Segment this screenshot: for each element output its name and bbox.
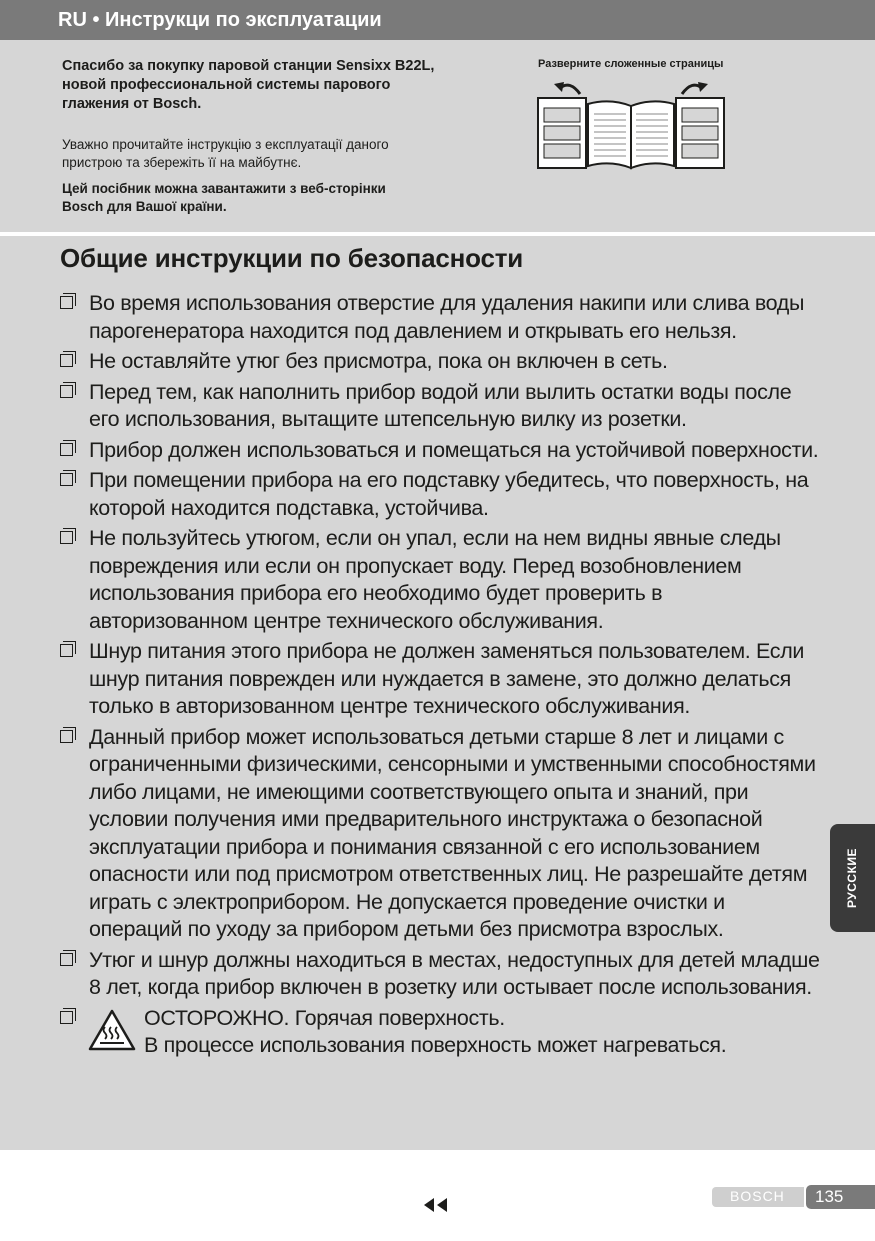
checkbox-icon: [60, 953, 73, 966]
safety-item-text: Шнур питания этого прибора не должен заменяться пользователем. Если шнур питания поврежден или нуждается в замене, это должно делаться только в авторизованном центре технического обслуживания.: [89, 639, 805, 718]
checkbox-icon: [60, 730, 73, 743]
checkbox-icon: [60, 473, 73, 486]
checkbox-icon: [60, 385, 73, 398]
warning-title: ОСТОРОЖНО. Горячая поверхность.: [144, 1005, 505, 1030]
safety-item-text: Не оставляйте утюг без присмотра, пока он включен в сеть.: [89, 349, 668, 373]
intro-download-note: Цей посібник можна завантажити з веб-сторінки Bosch для Вашої країни.: [62, 181, 386, 214]
intro-thanks: Спасибо за покупку паровой станции Sensixx B22L, новой профессиональной системы парового глажения от Bosch.: [62, 58, 435, 112]
safety-item-text: Прибор должен использоваться и помещаться на устойчивой поверхности.: [89, 437, 819, 462]
checkbox-icon: [60, 296, 73, 309]
checkbox-icon: [60, 531, 73, 544]
safety-item: [60, 947, 820, 1002]
safety-item-text: Утюг и шнур должны находиться в местах, недоступных для детей младше 8 лет, когда прибор включен в розетку или остывает после использования.: [89, 947, 820, 999]
safety-item: [60, 290, 820, 345]
safety-item: [60, 437, 820, 465]
safety-item: [60, 525, 820, 635]
safety-list: [60, 290, 820, 1060]
unfold-pages-icon: [530, 74, 730, 174]
fold-hint-label: Разверните сложенные страницы: [538, 58, 724, 70]
checkbox-icon: [60, 1011, 73, 1024]
hot-surface-warning-icon: [88, 1009, 136, 1051]
checkbox-icon: [60, 644, 73, 657]
hot-surface-warning: [60, 1005, 820, 1060]
header-title: RU • Инструкци по эксплуатации: [58, 9, 382, 31]
safety-item: [60, 724, 820, 944]
intro-read-carefully: Уважно прочитайте інструкцію з експлуатації даного пристрою та збережіть її на майбутнє.: [62, 137, 389, 170]
safety-item-text: Во время использования отверстие для удаления накипи или слива воды парогенератора находится под давлением и открывать его нельзя.: [89, 291, 805, 343]
safety-item-text: При помещении прибора на его подставку убедитесь, что поверхность, на которой находится подставка, устойчива.: [89, 468, 809, 520]
safety-item: [60, 638, 820, 721]
safety-item: [60, 379, 820, 434]
section-heading: Общие инструкции по безопасности: [60, 243, 524, 273]
checkbox-icon: [60, 443, 73, 456]
safety-item-text: Данный прибор может использоваться детьми старше 8 лет и лицами с ограниченными физическими, сенсорными и умственными способностями либо лицами, не имеющими соответствующего опыта и знаний, при условии получения ими предварительного инструктажа о безопасной эксплуатации прибора и понимания связанной с его использованием опасности или под присмотром ответственных лиц. Не разрешайте детям играть с электроприбором. Не допускается проведение очистки и операций по уходу за прибором детьми без присмотра взрослых.: [89, 724, 816, 941]
double-left-arrow-icon[interactable]: [424, 1198, 450, 1212]
page-number: 135: [815, 1187, 844, 1206]
safety-item-text: Не пользуйтесь утюгом, если он упал, если на нем видны явные следы повреждения или если он пропускает воду. Перед возобновлением использования прибора его необходимо будет проверить в авторизованном центре технического обслуживания.: [89, 526, 781, 633]
safety-item-text: Перед тем, как наполнить прибор водой или вылить остатки воды после его использования, вытащите штепсельную вилку из розетки.: [89, 379, 792, 431]
brand-name: BOSCH: [730, 1188, 785, 1204]
warning-text: В процессе использования поверхность может нагреваться.: [144, 1033, 727, 1057]
safety-item: [60, 348, 820, 376]
language-tab-label: РУССКИЕ: [845, 847, 859, 909]
checkbox-icon: [60, 354, 73, 367]
safety-item: [60, 467, 820, 522]
